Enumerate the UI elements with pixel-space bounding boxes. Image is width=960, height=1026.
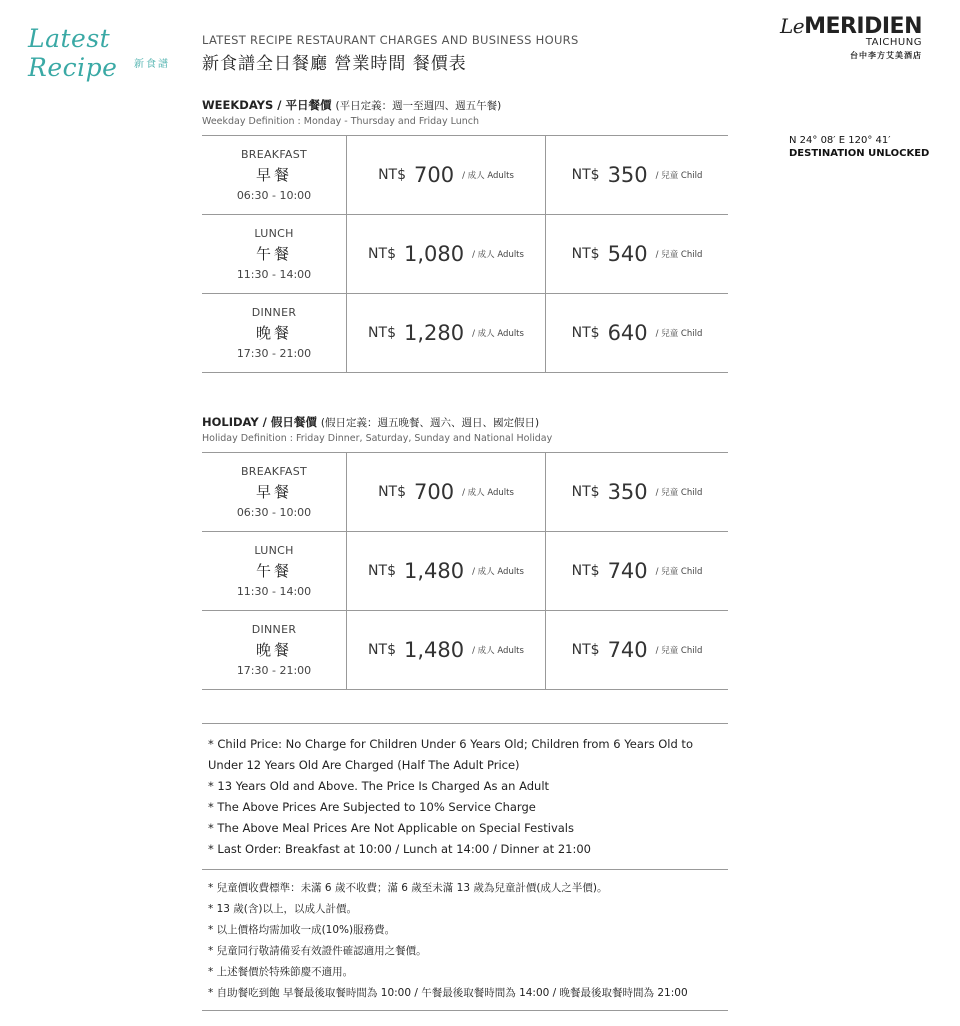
note-item: * 上述餐價於特殊節慶不適用。 — [208, 966, 354, 978]
child-price-cell — [546, 532, 728, 610]
holiday-section — [202, 414, 728, 690]
coordinates-text: N 24° 08′ E 120° 41′ — [789, 135, 891, 146]
currency-label: NT$ — [378, 484, 406, 500]
note-item: * 兒童同行敬請備妥有效證件確認適用之餐價。 — [208, 945, 427, 957]
meal-hours: 17:30 - 21:00 — [236, 347, 312, 360]
le-meridien-logo — [780, 14, 922, 61]
child-price-cell — [546, 136, 728, 214]
table-row — [202, 532, 728, 611]
adult-price: 1,080 — [403, 242, 465, 266]
table-row — [202, 215, 728, 294]
currency-label: NT$ — [571, 167, 600, 183]
holiday-price-table — [202, 452, 728, 690]
meal-cell — [202, 215, 347, 293]
meal-name-en: BREAKFAST — [240, 148, 308, 161]
meal-hours: 17:30 - 21:00 — [236, 664, 312, 677]
adult-price: 700 — [414, 480, 455, 504]
table-row — [202, 453, 728, 532]
child-price-cell — [546, 611, 728, 689]
holiday-definition-en: Holiday Definition : Friday Dinner, Saturday, Sunday and National Holiday — [202, 433, 553, 444]
meal-name-en: BREAKFAST — [240, 465, 308, 478]
meal-cell — [202, 294, 347, 372]
child-price: 350 — [607, 480, 648, 504]
adult-price-cell — [347, 532, 546, 610]
currency-label: NT$ — [378, 167, 406, 183]
logo-sub-text: 新食譜 — [134, 59, 170, 70]
weekdays-definition-zh: (平日定義：週一至週四、週五午餐) — [335, 100, 502, 112]
weekdays-definition-en: Weekday Definition : Monday - Thursday and Friday Lunch — [202, 116, 480, 127]
page-title-en: LATEST RECIPE RESTAURANT CHARGES AND BUSINESS HOURS — [202, 33, 579, 47]
adult-unit: / 成人 Adults — [472, 646, 524, 656]
meal-hours: 11:30 - 14:00 — [236, 268, 312, 281]
child-unit: / 兒童 Child — [655, 250, 703, 260]
child-unit: / 兒童 Child — [655, 646, 703, 656]
brand-city: TAICHUNG — [865, 37, 922, 48]
child-price-cell — [546, 215, 728, 293]
meal-name-en: DINNER — [251, 306, 297, 319]
adult-unit: / 成人 Adults — [462, 171, 514, 181]
meal-cell — [202, 611, 347, 689]
adult-price-cell — [347, 215, 546, 293]
notes-english — [202, 723, 728, 870]
currency-label: NT$ — [368, 642, 396, 658]
child-unit: / 兒童 Child — [655, 171, 703, 181]
note-item: * The Above Meal Prices Are Not Applicable on Special Festivals — [208, 821, 574, 835]
brand-meridien: MERIDIEN — [804, 14, 922, 39]
notes-chinese — [202, 870, 728, 1011]
adult-price: 1,480 — [403, 559, 465, 583]
child-price: 640 — [607, 321, 648, 345]
adult-price: 1,480 — [403, 638, 465, 662]
currency-label: NT$ — [368, 246, 396, 262]
meal-cell — [202, 136, 347, 214]
holiday-title — [202, 414, 728, 430]
adult-unit: / 成人 Adults — [472, 329, 524, 339]
meal-name-zh: 午餐 — [255, 245, 292, 263]
table-row — [202, 611, 728, 690]
currency-label: NT$ — [571, 246, 600, 262]
page-title-zh: 新食譜全日餐廳 營業時間 餐價表 — [202, 54, 467, 74]
meal-name-zh: 晚餐 — [255, 324, 292, 342]
meal-name-zh: 早餐 — [255, 166, 292, 184]
child-unit: / 兒童 Child — [655, 567, 703, 577]
logo-script-text: Latest Recipe — [28, 24, 118, 82]
meal-hours: 06:30 - 10:00 — [236, 506, 312, 519]
child-price: 740 — [607, 638, 648, 662]
note-item: * 13 Years Old and Above. The Price Is Charged As an Adult — [208, 779, 550, 793]
holiday-definition-zh: (假日定義：週五晚餐、週六、週日、國定假日) — [320, 417, 540, 429]
child-price-cell — [546, 294, 728, 372]
table-row — [202, 136, 728, 215]
weekdays-title — [202, 97, 728, 113]
note-item: * The Above Prices Are Subjected to 10% Service Charge — [208, 800, 536, 814]
child-unit: / 兒童 Child — [655, 329, 703, 339]
coordinates-block — [789, 134, 929, 160]
meal-name-en: DINNER — [251, 623, 297, 636]
child-price: 350 — [607, 163, 648, 187]
latest-recipe-logo — [28, 24, 178, 82]
adult-price-cell — [347, 136, 546, 214]
holiday-title-text: HOLIDAY / 假日餐價 — [202, 415, 317, 429]
adult-price: 700 — [414, 163, 455, 187]
adult-unit: / 成人 Adults — [472, 250, 524, 260]
adult-price: 1,280 — [403, 321, 465, 345]
child-price: 540 — [607, 242, 648, 266]
table-row — [202, 294, 728, 373]
note-item: * 兒童價收費標準：未滿 6 歲不收費；滿 6 歲至未滿 13 歲為兒童計價(成人之半價)。 — [208, 882, 608, 894]
meal-name-en: LUNCH — [254, 227, 294, 240]
adult-price-cell — [347, 294, 546, 372]
note-item: * Child Price: No Charge for Children Under 6 Years Old; Children from 6 Years Old to — [208, 737, 693, 751]
adult-unit: / 成人 Adults — [472, 567, 524, 577]
note-item: * 以上價格均需加收一成(10%)服務費。 — [208, 924, 396, 936]
child-price-cell — [546, 453, 728, 531]
meal-cell — [202, 532, 347, 610]
note-item: * 自助餐吃到飽 早餐最後取餐時間為 10:00 / 午餐最後取餐時間為 14:00 / 晚餐最後取餐時間為 21:00 — [208, 987, 688, 999]
child-price: 740 — [607, 559, 648, 583]
adult-unit: / 成人 Adults — [462, 488, 514, 498]
child-unit: / 兒童 Child — [655, 488, 703, 498]
meal-cell — [202, 453, 347, 531]
note-item: * 13 歲(含)以上，以成人計價。 — [208, 903, 357, 915]
page-header — [202, 33, 579, 74]
meal-name-zh: 午餐 — [255, 562, 292, 580]
weekdays-section — [202, 97, 728, 373]
brand-name — [780, 14, 922, 39]
currency-label: NT$ — [571, 325, 600, 341]
currency-label: NT$ — [368, 563, 396, 579]
notes-section — [202, 723, 728, 1011]
adult-price-cell — [347, 453, 546, 531]
weekdays-title-text: WEEKDAYS / 平日餐價 — [202, 98, 332, 112]
currency-label: NT$ — [571, 484, 600, 500]
destination-tagline: DESTINATION UNLOCKED — [789, 148, 930, 159]
meal-name-en: LUNCH — [254, 544, 294, 557]
note-item: * Last Order: Breakfast at 10:00 / Lunch at 14:00 / Dinner at 21:00 — [208, 842, 591, 856]
meal-hours: 06:30 - 10:00 — [236, 189, 312, 202]
weekdays-price-table — [202, 135, 728, 373]
meal-name-zh: 晚餐 — [255, 641, 292, 659]
note-item-continued: Under 12 Years Old Are Charged (Half The Adult Price) — [208, 758, 520, 772]
currency-label: NT$ — [368, 325, 396, 341]
currency-label: NT$ — [571, 563, 600, 579]
brand-zh: 台中李方艾美酒店 — [850, 51, 922, 60]
adult-price-cell — [347, 611, 546, 689]
meal-name-zh: 早餐 — [255, 483, 292, 501]
brand-le: Le — [779, 14, 805, 38]
currency-label: NT$ — [571, 642, 600, 658]
meal-hours: 11:30 - 14:00 — [236, 585, 312, 598]
